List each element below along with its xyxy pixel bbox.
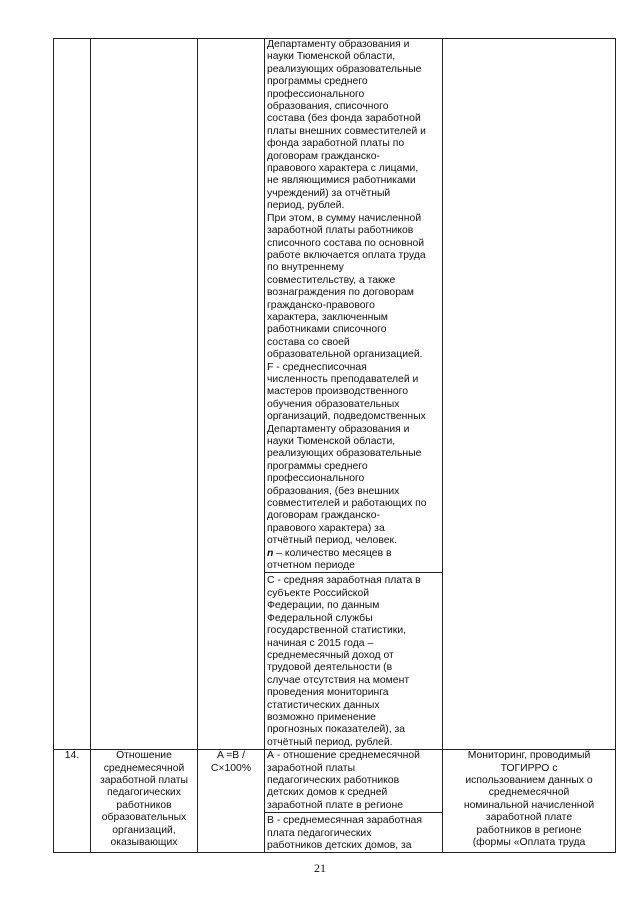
n-description: n – количество месяцев в отчетном периоде	[267, 547, 392, 572]
variables-cell	[265, 750, 443, 853]
variable-description: С - средняя заработная плата в субъекте Российской Федерации, по данным Федеральной службы государственной статистики, начиная с 2015 года – среднемесячный доход от трудовой деятельности (в случае отсутствия на момент проведения мониторинга статистических данных возможно применение прогнозных показателей), за отчётный период, рублей.	[265, 572, 442, 749]
page-number: 21	[314, 861, 326, 875]
indicator-name-cell: Отношение среднемесячной заработной платы педагогических работников образовательных организаций, оказывающих	[91, 750, 198, 853]
variable-description: А - отношение среднемесячной заработной платы педагогических работников детских домов к средней заработной плате в регионе	[267, 750, 420, 811]
indicator-table	[53, 38, 616, 853]
variable-description: B - среднемесячная заработная плата педагогических работников детских домов, за	[265, 812, 442, 852]
table-row	[54, 39, 616, 750]
row-number-cell: 14.	[54, 750, 91, 853]
data-source-cell	[443, 39, 616, 750]
table-row	[54, 750, 616, 853]
n-symbol: n	[267, 547, 274, 559]
formula-cell	[198, 39, 265, 750]
data-source-cell: Мониторинг, проводимый ТОГИРРО с использованием данных о среднемесячной номинальной начисленной заработной плате работников в регионе (формы «Оплата труда	[443, 750, 616, 853]
variables-cell	[265, 39, 443, 750]
formula-cell: A =B / C×100%	[198, 750, 265, 853]
row-number-cell	[54, 39, 91, 750]
variable-description: Департаменту образования и науки Тюменской области, реализующих образовательные программы среднего профессионального образования, списочного состава (без фонда заработной платы внешних совместителей и фонда заработной платы по договорам гражданско- правового характера с лицами, не являющимися работниками учреждений) за отчётный период, рублей. При этом, в сумму начисленной заработной платы работников списочного состава по основной работе включается оплата труда по внутреннему совместительству, а также вознаграждения по договорам гражданско-правового характера, заключенным работниками списочного состава со своей образовательной организацией. F - среднесписочная численность преподавателей и мастеров производственного обучения образовательных организаций, подведомственных Департаменту образования и науки Тюменской области, реализующих образовательные программы среднего профессионального образования, (без внешних совместителей и работающих по договорам гражданско- правового характера) за отчётный период, человек. n – количество месяцев в отчетном периоде	[265, 39, 442, 572]
indicator-name-cell	[91, 39, 198, 750]
